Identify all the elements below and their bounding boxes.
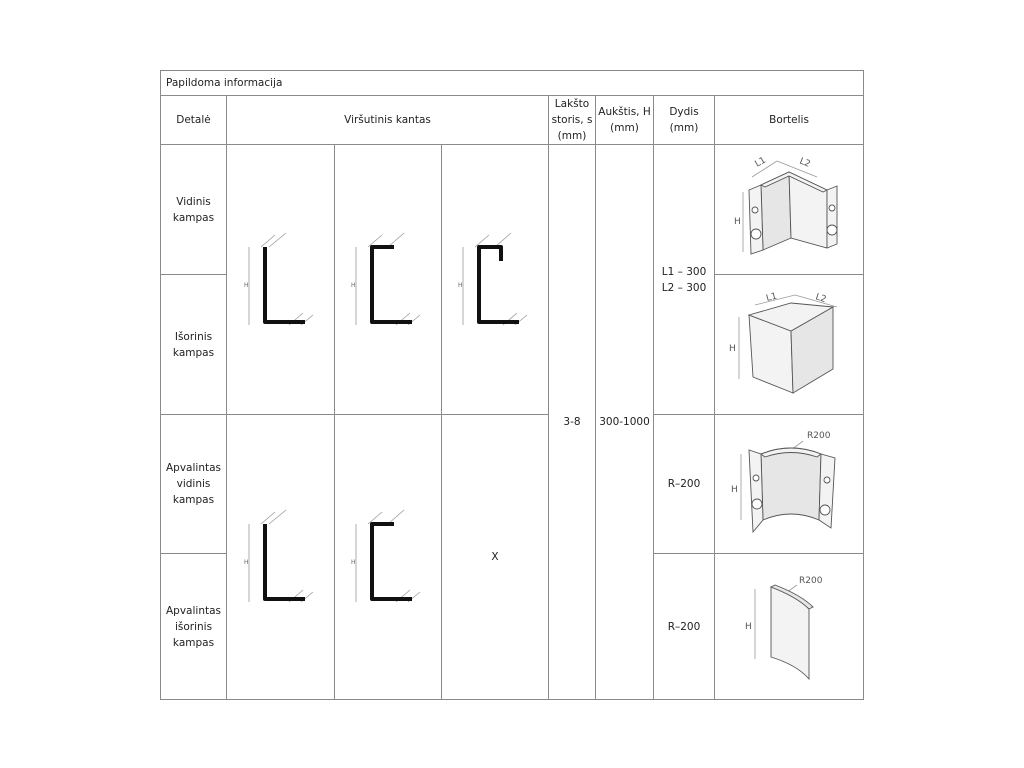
row-detail-rounded-inner-corner: Apvalintas vidinis kampas bbox=[161, 415, 227, 554]
header-height: Aukštis, H (mm) bbox=[596, 96, 654, 145]
svg-text:H: H bbox=[731, 485, 738, 495]
table-caption: Papildoma informacija bbox=[161, 71, 864, 96]
svg-text:L2: L2 bbox=[814, 291, 828, 305]
c-profile-icon bbox=[335, 145, 442, 415]
height-value: 300-1000 bbox=[596, 145, 654, 700]
thickness-value: 3-8 bbox=[549, 145, 596, 700]
rounded-outer-corner-drawing bbox=[715, 554, 864, 700]
svg-text:R200: R200 bbox=[799, 575, 823, 586]
svg-text:H: H bbox=[243, 281, 249, 289]
spec-table bbox=[160, 70, 864, 700]
svg-text:H: H bbox=[243, 559, 249, 566]
svg-text:H: H bbox=[734, 216, 741, 227]
not-available-mark: X bbox=[442, 415, 549, 700]
row-detail-inner-corner: Vidinis kampas bbox=[161, 145, 227, 275]
row-detail-rounded-outer-corner: Apvalintas išorinis kampas bbox=[161, 554, 227, 700]
header-thickness: Lakšto storis, s (mm) bbox=[549, 96, 596, 145]
l-profile-icon bbox=[227, 145, 335, 415]
inner-corner-drawing bbox=[715, 145, 864, 275]
svg-text:H: H bbox=[351, 559, 356, 566]
svg-text:H: H bbox=[745, 621, 752, 632]
c-lip-profile-icon bbox=[442, 145, 549, 415]
outer-corner-drawing bbox=[715, 275, 864, 415]
svg-text:H: H bbox=[458, 281, 463, 289]
c-profile-icon-rounded bbox=[335, 415, 442, 700]
svg-text:L1: L1 bbox=[765, 290, 779, 304]
size-rounded-outer: R–200 bbox=[654, 554, 715, 700]
header-size: Dydis (mm) bbox=[654, 96, 715, 145]
l-profile-icon-rounded bbox=[227, 415, 335, 700]
row-detail-outer-corner: Išorinis kampas bbox=[161, 275, 227, 415]
header-top-edge: Viršutinis kantas bbox=[227, 96, 549, 145]
rounded-inner-corner-drawing bbox=[715, 415, 864, 554]
svg-text:L1: L1 bbox=[753, 155, 768, 170]
header-profile: Bortelis bbox=[715, 96, 864, 145]
size-corner: L1 – 300 L2 – 300 bbox=[654, 145, 715, 415]
svg-text:H: H bbox=[351, 281, 356, 289]
header-detail: Detalė bbox=[161, 96, 227, 145]
svg-text:H: H bbox=[729, 343, 736, 354]
size-rounded-inner: R–200 bbox=[654, 415, 715, 554]
svg-text:L2: L2 bbox=[797, 156, 812, 170]
svg-text:R200: R200 bbox=[807, 431, 831, 441]
